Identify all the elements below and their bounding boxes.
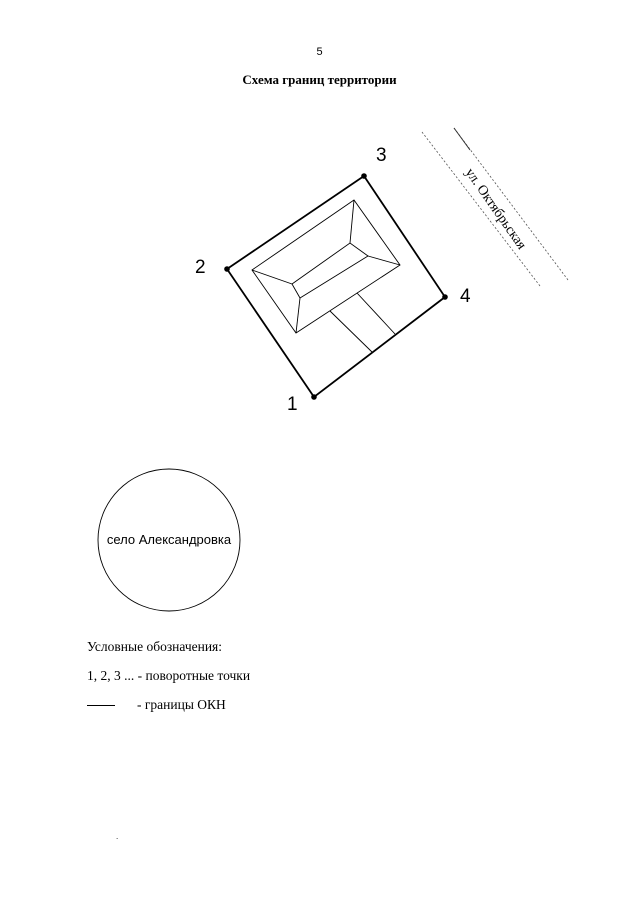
territory-boundary bbox=[227, 176, 445, 397]
street-edge-top bbox=[454, 128, 470, 150]
legend-points-desc: - поворотные точки bbox=[137, 668, 251, 683]
page-number: 5 bbox=[316, 46, 323, 58]
roof-line-4 bbox=[296, 298, 300, 333]
building-outline bbox=[252, 200, 400, 333]
point-3-marker bbox=[361, 173, 367, 179]
point-1-marker bbox=[311, 394, 317, 400]
point-1-label: 1 bbox=[287, 394, 298, 415]
point-2-label: 2 bbox=[195, 257, 206, 278]
legend-points-row bbox=[87, 668, 250, 684]
legend-border-row bbox=[87, 697, 226, 713]
page-title: Схема границ территории bbox=[242, 72, 397, 87]
annex-line-2 bbox=[357, 293, 395, 334]
building bbox=[252, 200, 400, 352]
point-2-marker bbox=[224, 266, 230, 272]
turning-points bbox=[224, 173, 448, 400]
roof-line-1 bbox=[252, 270, 292, 284]
legend-points-key: 1, 2, 3 ... bbox=[87, 668, 135, 683]
legend-border-desc: - границы ОКН bbox=[137, 697, 226, 712]
street-label: ул. Октябрьская bbox=[461, 165, 529, 253]
roof-line-2 bbox=[350, 200, 354, 243]
legend-title: Условные обозначения: bbox=[87, 639, 223, 654]
footer-mark: . bbox=[116, 832, 119, 841]
annex-line-1 bbox=[330, 311, 372, 352]
point-4-label: 4 bbox=[460, 286, 471, 307]
village-label: село Александровка bbox=[106, 532, 232, 547]
legend-border-line bbox=[87, 705, 115, 706]
street-edge-right bbox=[454, 128, 568, 280]
building-ridge bbox=[292, 243, 368, 298]
point-4-marker bbox=[442, 294, 448, 300]
roof-line-3 bbox=[368, 256, 400, 265]
point-3-label: 3 bbox=[376, 145, 387, 166]
street-edge-left bbox=[422, 132, 540, 286]
